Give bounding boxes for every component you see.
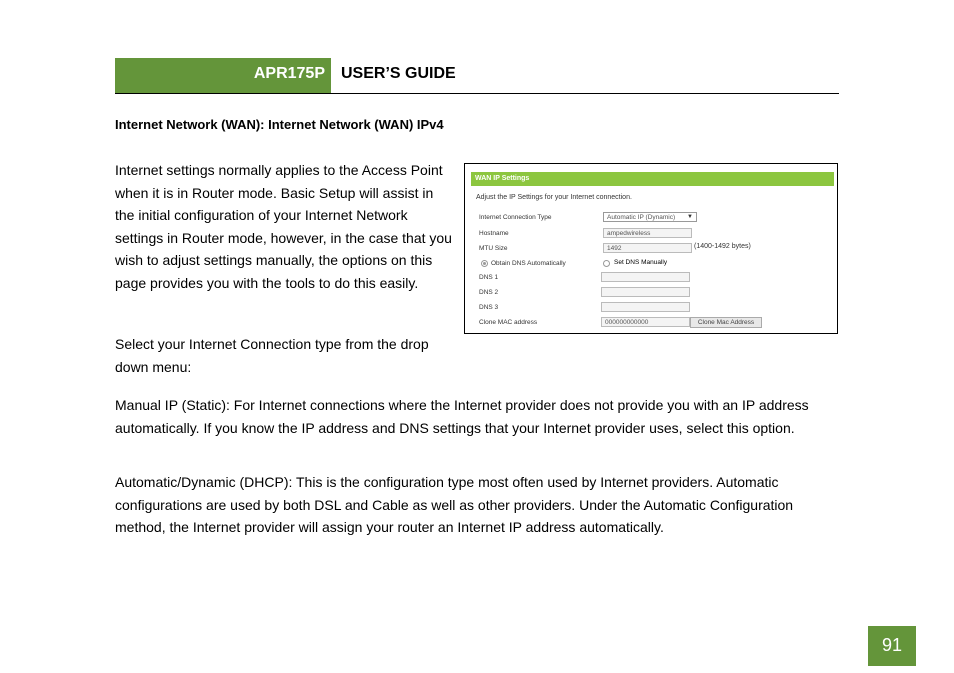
- connection-type-label: Internet Connection Type: [479, 214, 552, 221]
- hostname-input[interactable]: ampedwireless: [603, 228, 692, 238]
- dns3-input[interactable]: [601, 302, 690, 312]
- mtu-label: MTU Size: [479, 245, 508, 252]
- dns1-input[interactable]: [601, 272, 690, 282]
- connection-type-value: Automatic IP (Dynamic): [607, 214, 676, 221]
- wan-settings-screenshot: [464, 163, 838, 334]
- dns2-label: DNS 2: [479, 289, 499, 296]
- guide-title: USER’S GUIDE: [341, 65, 456, 82]
- clone-mac-label: Clone MAC address: [479, 319, 538, 326]
- select-instruction: Select your Internet Connection type from the drop down menu:: [115, 336, 429, 375]
- manual-ip-paragraph: Manual IP (Static): For Internet connections where the Internet provider does not provide you with an IP address automatically. If you know the IP address and DNS settings that your Internet provider uses, select this option.: [115, 397, 809, 436]
- panel-title: WAN IP Settings: [471, 172, 834, 186]
- mtu-hint: (1400-1492 bytes): [694, 243, 751, 250]
- dns-auto-radio[interactable]: [481, 260, 488, 267]
- clone-mac-button[interactable]: Clone Mac Address: [690, 317, 762, 328]
- dns-auto-label: Obtain DNS Automatically: [491, 260, 566, 267]
- model-name: APR175P: [253, 65, 325, 82]
- clone-mac-input[interactable]: 000000000000: [601, 317, 690, 327]
- header-bar: [115, 58, 331, 93]
- hostname-label: Hostname: [479, 230, 509, 237]
- dhcp-paragraph: Automatic/Dynamic (DHCP): This is the configuration type most often used by Internet providers. Automatic configurations are used by both DSL and Cable as well as other providers. Under the Automatic Configuration method, the Internet provider will assign your router an Internet IP address automatically.: [115, 474, 794, 535]
- section-title: Internet Network (WAN): Internet Network (WAN) IPv4: [115, 117, 444, 132]
- page-number: 91: [868, 626, 916, 666]
- dns-manual-label: Set DNS Manually: [614, 259, 668, 266]
- dns3-label: DNS 3: [479, 304, 499, 311]
- dropdown-arrow-icon: ▼: [687, 214, 693, 220]
- header-divider: [115, 93, 839, 94]
- dns-manual-radio[interactable]: [603, 260, 610, 267]
- mtu-input[interactable]: 1492: [603, 243, 692, 253]
- connection-type-select[interactable]: [603, 212, 697, 222]
- intro-paragraph: Internet settings normally applies to the Access Point when it is in Router mode. Basic Setup will assist in the initial configuration of your Internet Network settings in Router mode, however, in the case that you wish to adjust settings manually, the options on this page provides you with the tools to do this easily.: [115, 162, 452, 291]
- dns1-label: DNS 1: [479, 274, 499, 281]
- panel-description: Adjust the IP Settings for your Internet connection.: [476, 194, 632, 201]
- dns2-input[interactable]: [601, 287, 690, 297]
